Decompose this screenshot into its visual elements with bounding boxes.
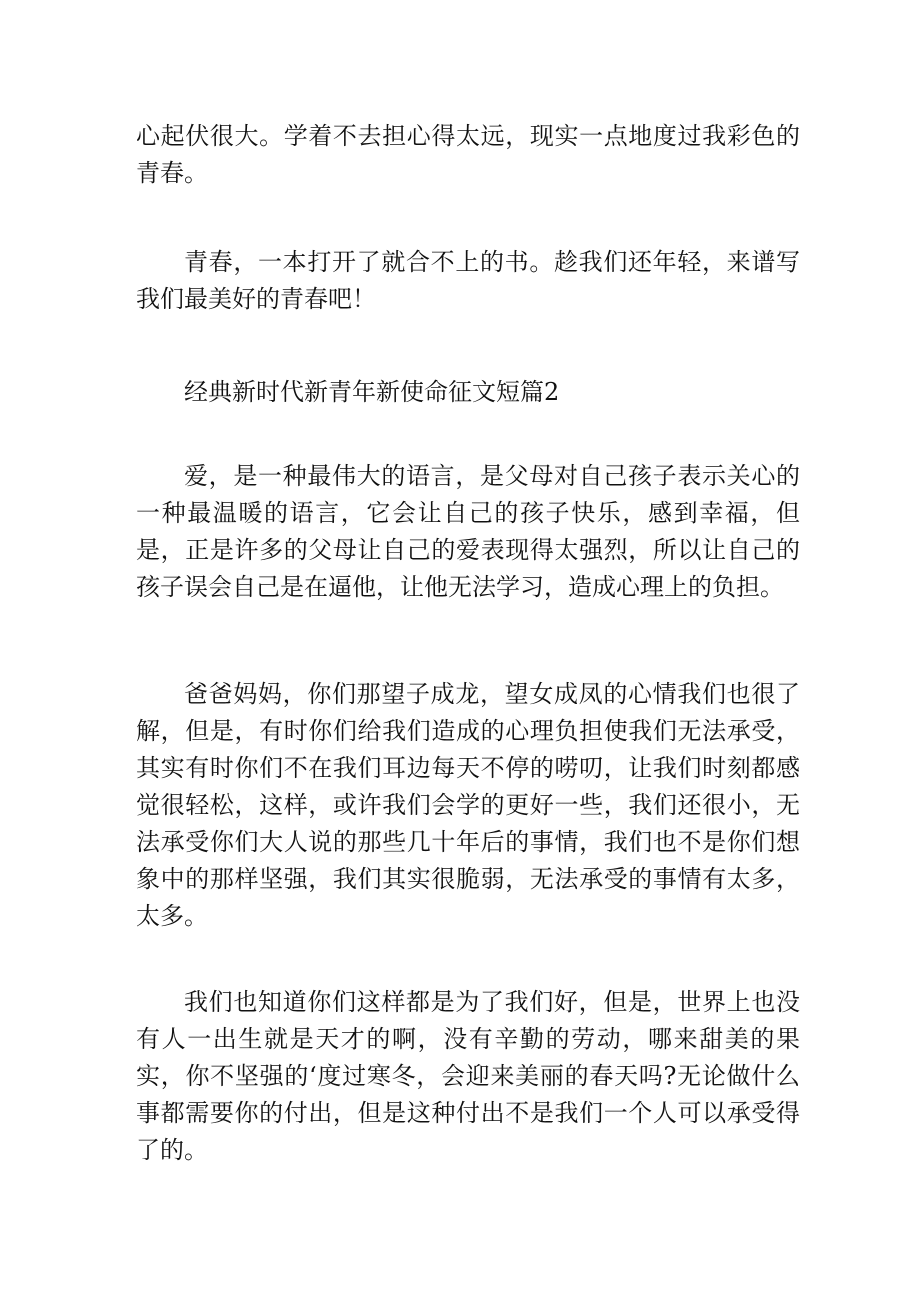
paragraph-continuation: 心起伏很大。学着不去担心得太远，现实一点地度过我彩色的青春。 xyxy=(136,122,800,187)
section-heading: 经典新时代新青年新使命征文短篇2 xyxy=(184,378,560,406)
paragraph-youth-book: 青春，一本打开了就合不上的书。趁我们还年轻，来谱写我们最美好的青春吧！ xyxy=(136,248,800,313)
paragraph-effort: 我们也知道你们这样都是为了我们好，但是，世界上也没有人一出生就是天才的啊，没有辛勤的劳动，哪来甜美的果实，你不坚强的‘度过寒冬，会迎来美丽的春天吗?无论做什么事都需要你的付出，但是这种付出不是我们一个人可以承受得了的。 xyxy=(136,988,800,1164)
paragraph-love-language: 爱，是一种最伟大的语言，是父母对自己孩子表示关心的一种最温暖的语言，它会让自己的孩子快乐，感到幸福，但是，正是许多的父母让自己的爱表现得太强烈，所以让自己的孩子误会自己是在逼他，让他无法学习，造成心理上的负担。 xyxy=(136,462,800,601)
paragraph-parents-pressure: 爸爸妈妈，你们那望子成龙，望女成凤的心情我们也很了解，但是，有时你们给我们造成的心理负担使我们无法承受，其实有时你们不在我们耳边每天不停的唠叨，让我们时刻都感觉很轻松，这样，或许我们会学的更好一些，我们还很小，无法承受你们大人说的那些几十年后的事情，我们也不是你们想象中的那样坚强，我们其实很脆弱，无法承受的事情有太多，太多。 xyxy=(136,680,800,930)
